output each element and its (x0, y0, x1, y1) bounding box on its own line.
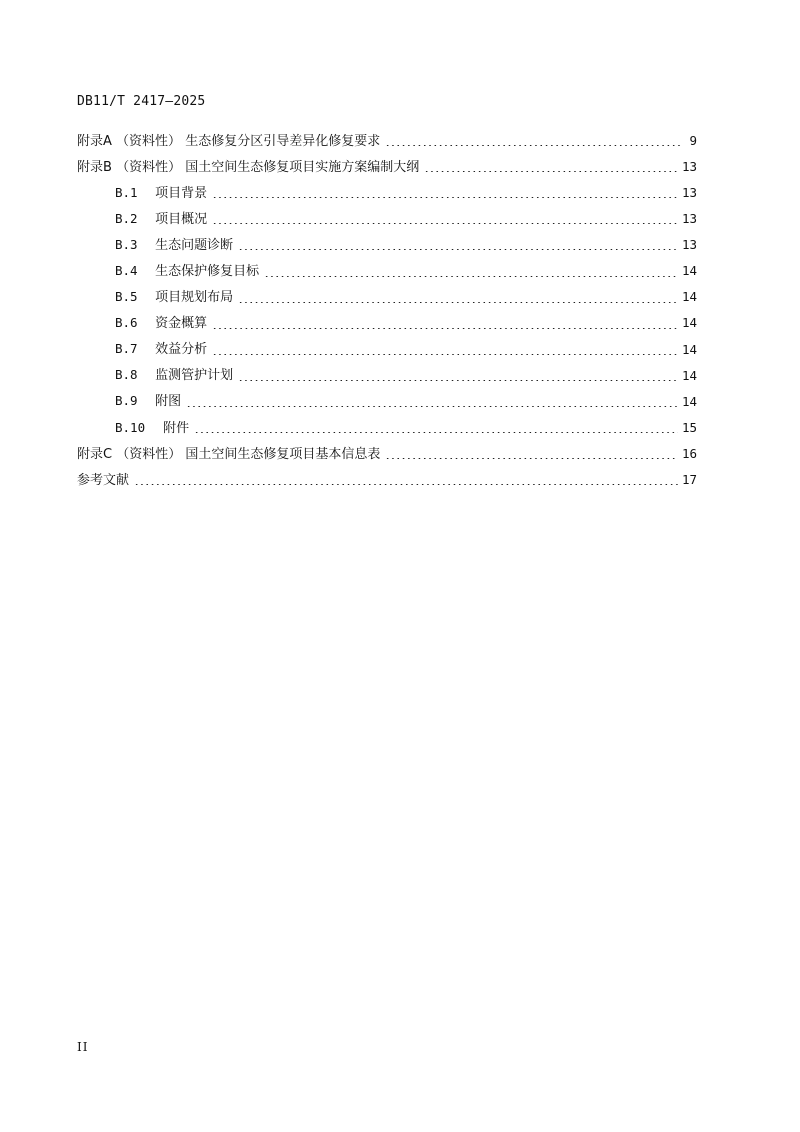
toc-page-number: 17 (681, 472, 697, 488)
toc-entry-b5[interactable] (77, 285, 697, 311)
toc-entry-title: 生态问题诊断 (155, 237, 234, 253)
dot-leader (134, 484, 678, 485)
toc-entry-b2[interactable] (77, 206, 697, 232)
toc-entry-title: 资金概算 (155, 316, 208, 332)
dot-leader (264, 276, 678, 277)
toc-entry-title: 国土空间生态修复项目基本信息表 (185, 446, 381, 462)
dot-leader (186, 406, 678, 407)
toc-appendix-type: （资料性） (116, 159, 182, 175)
toc-section-number: B.2 (115, 210, 138, 226)
dot-leader (212, 354, 678, 355)
dot-leader (424, 171, 678, 172)
toc-section-number: B.9 (115, 393, 138, 409)
toc-entry-appendix-b[interactable] (77, 154, 697, 180)
toc-entry-title: 生态修复分区引导差异化修复要求 (185, 133, 381, 149)
dot-leader (385, 145, 681, 146)
toc-page-number: 14 (681, 367, 697, 383)
toc-entry-title: 监测管护计划 (155, 368, 234, 384)
dot-leader (238, 249, 678, 250)
toc-section-number: B.5 (115, 289, 138, 305)
toc-entry-b9[interactable] (77, 389, 697, 415)
toc-entry-appendix-a[interactable] (77, 128, 697, 154)
dot-leader (194, 432, 678, 433)
toc-entry-title: 项目概况 (155, 211, 208, 227)
toc-entry-title: 项目背景 (155, 185, 208, 201)
toc-entry-b8[interactable] (77, 363, 697, 389)
toc-page-number: 14 (681, 263, 697, 279)
toc-entry-title: 生态保护修复目标 (155, 264, 260, 280)
toc-page-number: 14 (681, 393, 697, 409)
dot-leader (238, 302, 678, 303)
toc-entry-b10[interactable] (77, 415, 697, 441)
toc-page-number: 14 (681, 315, 697, 331)
toc-entry-title: 国土空间生态修复项目实施方案编制大纲 (185, 159, 420, 175)
toc-section-number: B.7 (115, 341, 138, 357)
toc-section-number: B.3 (115, 236, 138, 252)
toc-page-number: 13 (681, 211, 697, 227)
toc-page-number: 9 (684, 135, 697, 148)
toc-page-number: 14 (681, 289, 697, 305)
toc-entry-references[interactable] (77, 467, 697, 493)
toc-appendix-label: 附录B (77, 159, 112, 175)
toc-appendix-type: （资料性） (116, 446, 182, 462)
toc-entry-title: 附图 (155, 394, 182, 410)
dot-leader (212, 223, 678, 224)
toc-appendix-type: （资料性） (116, 133, 182, 149)
toc-entry-b7[interactable] (77, 337, 697, 363)
dot-leader (385, 458, 678, 459)
page-number-footer: II (77, 1040, 89, 1054)
toc-entry-title: 附件 (163, 420, 190, 436)
toc-page-number: 14 (681, 341, 697, 357)
toc-page-number: 16 (681, 445, 697, 461)
toc-section-number: B.4 (115, 263, 138, 279)
toc-entry-b1[interactable] (77, 180, 697, 206)
document-code: DB11/T 2417—2025 (77, 94, 206, 109)
dot-leader (212, 197, 678, 198)
toc-appendix-label: 附录C (77, 446, 113, 462)
toc-section-number: B.10 (115, 419, 146, 435)
toc-section-number: B.1 (115, 184, 138, 200)
toc-appendix-label: 附录A (77, 133, 112, 149)
toc-entry-title: 效益分析 (155, 342, 208, 358)
toc-entry-b4[interactable] (77, 258, 697, 284)
toc-entry-b3[interactable] (77, 232, 697, 258)
toc-page-number: 15 (681, 419, 697, 435)
toc-page-number: 13 (681, 237, 697, 253)
table-of-contents (77, 128, 697, 493)
toc-section-number: B.8 (115, 367, 138, 383)
toc-entry-title: 参考文献 (77, 472, 130, 488)
toc-entry-b6[interactable] (77, 311, 697, 337)
toc-entry-title: 项目规划布局 (155, 290, 234, 306)
toc-page-number: 13 (681, 158, 697, 174)
toc-page-number: 13 (681, 184, 697, 200)
toc-section-number: B.6 (115, 315, 138, 331)
dot-leader (238, 380, 678, 381)
toc-entry-appendix-c[interactable] (77, 441, 697, 467)
dot-leader (212, 328, 678, 329)
